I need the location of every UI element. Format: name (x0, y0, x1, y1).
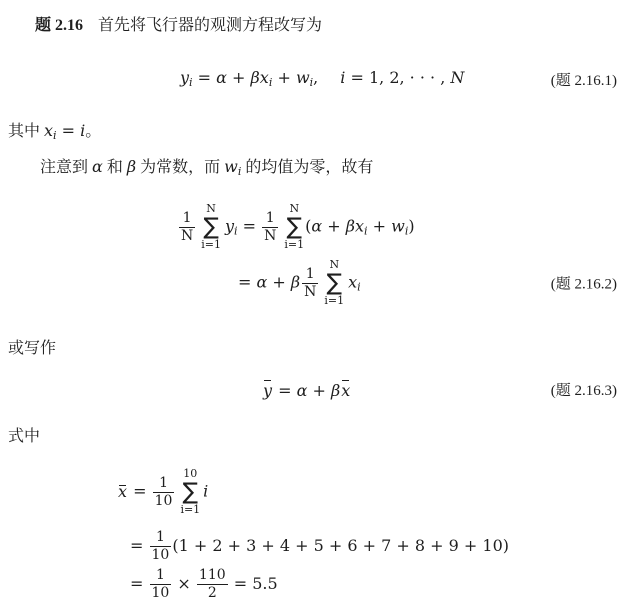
math-text: × (172, 574, 196, 593)
math-text: ) (408, 216, 415, 236)
sum-upper-limit: 10 (183, 467, 198, 480)
sum-lower-limit: i=1 (284, 238, 305, 251)
math-summation (284, 203, 304, 251)
sum-lower-limit: i=1 (180, 503, 201, 516)
math-variable: β (126, 157, 137, 176)
text-run: 注意到 (40, 159, 93, 176)
fraction-denominator: N (181, 227, 194, 244)
equation-tag: (题 2.16.2) (550, 276, 617, 293)
math-text: = (56, 121, 81, 140)
math-variable: β (345, 216, 356, 236)
text-line-qizhong (8, 119, 643, 148)
problem-heading (35, 13, 643, 38)
equation-tag: (题 2.16.3) (550, 383, 617, 399)
math-fraction (150, 529, 172, 564)
equation-line-2 (130, 529, 643, 564)
equation-2-16-3 (0, 377, 643, 405)
math-text: + (267, 272, 291, 292)
text-run: 为常数，而 (136, 159, 225, 176)
math-text: ( (305, 216, 312, 236)
equation-tag: (题 2.16.1) (550, 72, 617, 89)
equation-xbar-derivation (0, 468, 643, 600)
fraction-denominator: 2 (197, 584, 228, 600)
fraction-numerator: 1 (182, 209, 192, 226)
math-subscript: i (234, 224, 238, 238)
math-fraction (302, 266, 318, 301)
math-subscript: i (404, 224, 409, 238)
math-text: = (238, 272, 257, 292)
equation-line-3 (130, 567, 643, 600)
math-text: = (130, 536, 149, 555)
text-run: 的均值为零，故有 (241, 159, 374, 176)
math-variable: N (450, 68, 465, 87)
math-variable: i (340, 68, 346, 87)
math-variable: α (311, 216, 323, 236)
math-fraction (179, 210, 195, 245)
fraction-numerator: 1 (155, 529, 165, 545)
math-overbar-variable: x (340, 377, 351, 405)
equation-line-2 (238, 259, 643, 307)
fraction-numerator: 1 (305, 265, 315, 282)
math-variable: y (180, 68, 190, 87)
math-variable: β (250, 68, 260, 87)
problem-number: 题 2.16 (35, 17, 84, 34)
math-text: + (272, 68, 296, 87)
fraction-numerator: 1 (155, 567, 165, 583)
sigma-symbol: ∑ (286, 214, 302, 240)
sum-upper-limit: N (206, 202, 216, 215)
math-fraction (150, 567, 172, 600)
math-variable: α (216, 68, 227, 87)
math-text: = (273, 381, 297, 400)
sigma-symbol: ∑ (182, 479, 199, 505)
math-variable: x (44, 121, 54, 140)
equation-math (180, 68, 464, 87)
math-text: + (367, 216, 392, 236)
math-fraction (153, 475, 175, 510)
math-fraction (262, 210, 278, 245)
equation-2-16-1 (0, 64, 643, 97)
math-variable: β (290, 272, 301, 292)
math-subscript: i (189, 76, 193, 89)
math-text: = (130, 574, 149, 593)
fraction-denominator: 10 (151, 547, 170, 563)
math-text: = (237, 216, 262, 236)
text-run: 其中 (8, 123, 45, 140)
math-subscript: i (53, 129, 57, 142)
math-subscript: i (357, 280, 361, 294)
math-subscript: i (268, 76, 273, 89)
math-subscript: i (237, 165, 242, 178)
text-run: 和 (102, 159, 127, 176)
math-text: = 5.5 (228, 574, 278, 593)
math-text: = (192, 68, 217, 87)
equation-line-1 (117, 468, 643, 516)
sum-upper-limit: N (329, 258, 340, 271)
fraction-denominator: N (264, 227, 277, 244)
math-variable: β (331, 381, 341, 400)
math-variable: α (296, 381, 308, 400)
text-run: 。 (85, 123, 102, 140)
text-line-shizhong: 式中 (8, 428, 41, 445)
sum-lower-limit: i=1 (324, 294, 345, 307)
math-fraction (197, 567, 228, 600)
math-text: = (128, 481, 152, 501)
math-subscript: i (364, 224, 368, 238)
math-summation (180, 468, 200, 516)
math-text: + (322, 216, 346, 236)
fraction-numerator: 1 (159, 474, 168, 491)
math-summation (324, 259, 344, 307)
math-text: = 1, 2, · · · , (345, 68, 451, 87)
text-line-zhuyidao (40, 155, 643, 184)
equation-line-1 (178, 203, 643, 251)
math-variable: i (203, 481, 209, 501)
math-text: + (307, 381, 332, 400)
fraction-denominator: 10 (151, 585, 170, 600)
math-text: , (313, 68, 319, 87)
fraction-denominator: N (304, 283, 317, 300)
math-text: + (226, 68, 251, 87)
math-subscript: i (309, 76, 314, 89)
math-summation (201, 203, 221, 251)
math-variable: x (259, 68, 269, 87)
fraction-numerator: 110 (198, 567, 226, 583)
math-variable: x (355, 216, 365, 236)
sum-lower-limit: i=1 (201, 238, 221, 251)
math-variable: y (224, 216, 235, 236)
math-variable: x (348, 272, 358, 292)
math-overbar-variable: x (118, 481, 128, 501)
sigma-symbol: ∑ (203, 214, 219, 240)
math-variable: i (80, 121, 86, 140)
fraction-denominator: 10 (154, 492, 173, 509)
math-variable: w (295, 68, 310, 87)
sum-upper-limit: N (289, 202, 300, 215)
math-variable: w (224, 157, 238, 176)
math-variable: w (391, 216, 405, 236)
math-variable: α (256, 272, 268, 292)
math-overbar-variable: y (262, 377, 273, 405)
heading-text: 首先将飞行器的观测方程改写为 (98, 17, 323, 34)
sigma-symbol: ∑ (326, 270, 342, 296)
equation-math (262, 381, 351, 400)
equation-2-16-2 (0, 203, 643, 307)
math-text: (1 + 2 + 3 + 4 + 5 + 6 + 7 + 8 + 9 + 10) (172, 536, 509, 555)
text-line-huoxiezuo: 或写作 (8, 340, 57, 357)
fraction-numerator: 1 (265, 209, 275, 226)
math-variable: α (92, 157, 103, 176)
